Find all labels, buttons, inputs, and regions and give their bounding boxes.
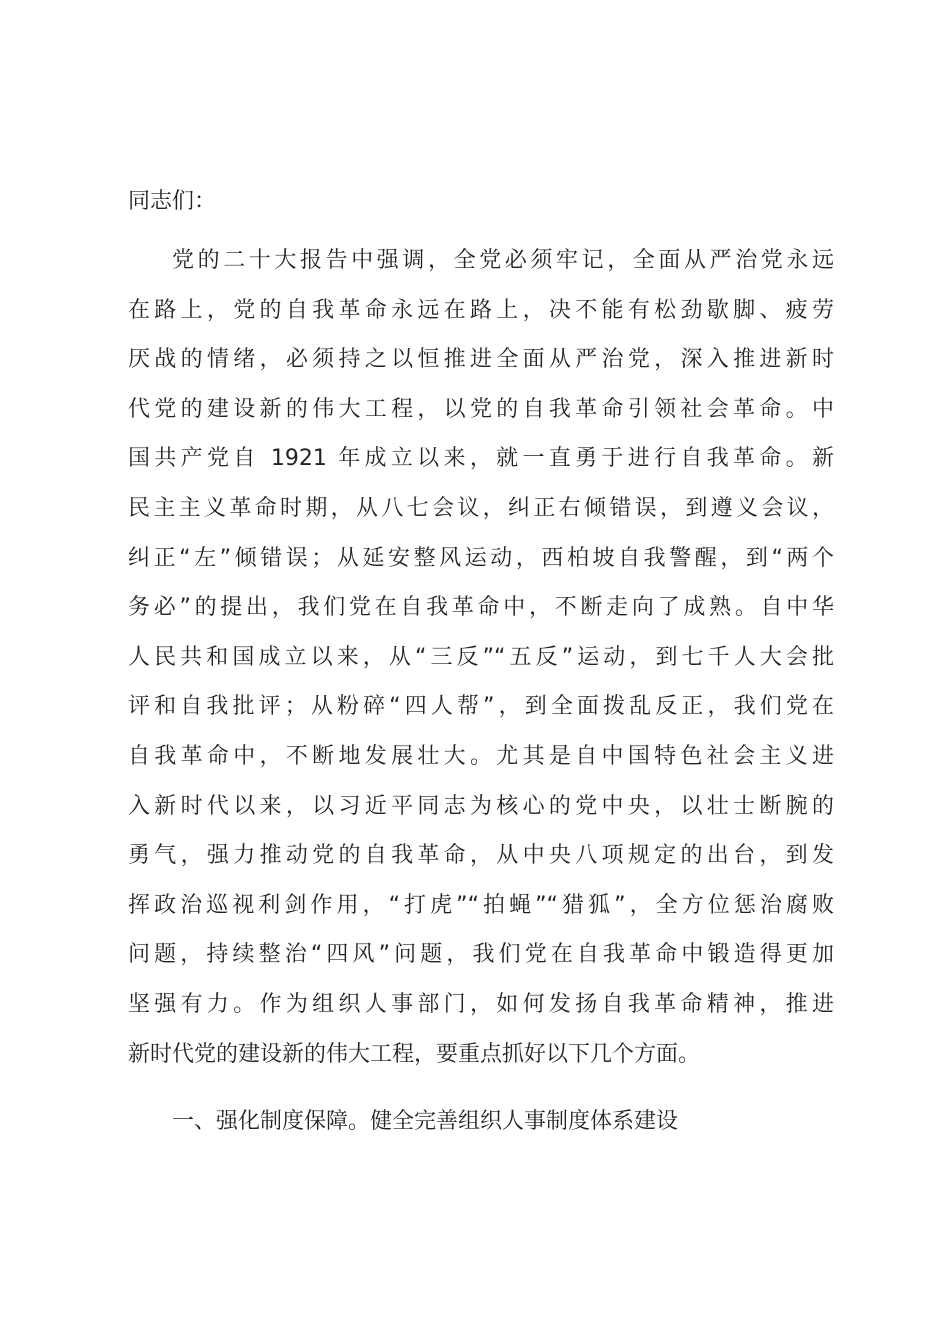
body-line: 纠正“左”倾错误；从延安整风运动，西柏坡自我警醒，到“两个 — [128, 545, 834, 571]
body-line: 问题，持续整治“四风”问题，我们党在自我革命中锻造得更加 — [128, 942, 834, 968]
body-line: 自我革命中，不断地发展壮大。尤其是自中国特色社会主义进 — [128, 743, 834, 769]
body-line: 人民共和国成立以来，从“三反”“五反”运动，到七千人大会批 — [128, 644, 834, 670]
body-line: 入新时代以来，以习近平同志为核心的党中央，以壮士断腕的 — [128, 793, 834, 819]
body-line: 党的二十大报告中强调，全党必须牢记，全面从严治党永远 — [172, 248, 834, 273]
body-line: 评和自我批评；从粉碎“四人帮”，到全面拨乱反正，我们党在 — [128, 694, 834, 720]
document-page — [128, 184, 834, 1147]
body-line: 厌战的情绪，必须持之以恒推进全面从严治党，深入推进新时 — [128, 347, 834, 373]
body-line: 挥政治巡视利剑作用，“打虎”“拍蝇”“猎狐”，全方位惩治腐败 — [128, 892, 834, 918]
body-line: 在路上，党的自我革命永远在路上，决不能有松劲歇脚、疲劳 — [128, 297, 834, 323]
body-line: 坚强有力。作为组织人事部门，如何发扬自我革命精神，推进 — [128, 991, 834, 1017]
body-line: 国共产党自 1921 年成立以来，就一直勇于进行自我革命。新 — [128, 446, 834, 472]
salutation: 同志们： — [128, 189, 217, 214]
body-line: 勇气，强力推动党的自我革命，从中央八项规定的出台，到发 — [128, 843, 834, 869]
body-paragraph — [128, 236, 834, 1079]
section-heading-text: 一、强化制度保障。健全完善组织人事制度体系建设 — [172, 1109, 679, 1135]
body-line: 务必”的提出，我们党在自我革命中，不断走向了成熟。自中华 — [128, 595, 834, 621]
body-line: 民主主义革命时期，从八七会议，纠正右倾错误，到遵义会议， — [128, 495, 834, 521]
body-line: 代党的建设新的伟大工程，以党的自我革命引领社会革命。中 — [128, 396, 834, 422]
section-heading — [128, 1097, 834, 1147]
body-line: 新时代党的建设新的伟大工程，要重点抓好以下几个方面。 — [128, 1041, 701, 1067]
